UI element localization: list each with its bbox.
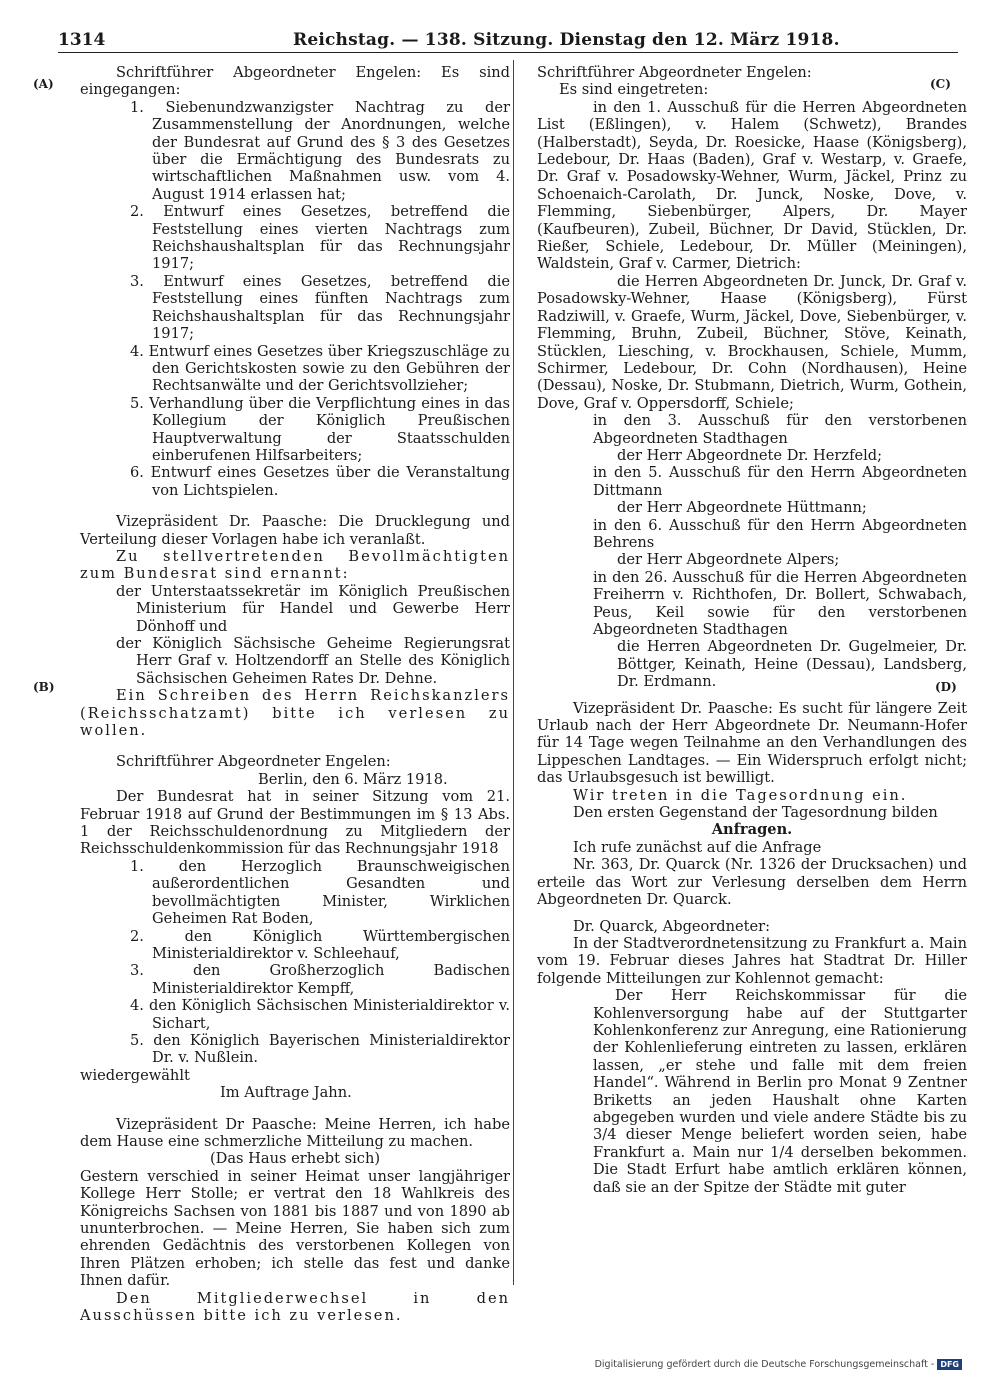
- list-item: 4. den Königlich Sächsischen Ministerialdirektor v. Sichart,: [130, 997, 510, 1032]
- paragraph: Vizepräsident Dr. Paasche: Es sucht für längere Zeit Urlaub nach der Herr Abgeordnete Dr. Neumann-Hofer für 14 Tage wegen Teilnahme an den Verhandlungen des Lippeschen Landtages. — Ein Widerspruch erfolgt nicht; das Urlaubsgesuch ist bewilligt.: [537, 699, 967, 787]
- paragraph: Schriftführer Abgeordneter Engelen:: [116, 753, 391, 771]
- section-heading: Anfragen.: [711, 821, 793, 839]
- paragraph: in den 1. Ausschuß für die Herren Abgeordneten List (Eßlingen), v. Halem (Schwetz), Brandes (Halberstadt), Seyda, Dr. Roesicke, Haase (Königsberg), Ledebour, Dr. Haas (Baden), Graf v. Westarp, v. Graefe, Dr. Graf v. Posadowsky-Wehner, Wurm, Jäckel, Prinz zu Schoenaich-Carolath, Dr. Junck, Noske, Dove, v. Flemming, Siebenbürger, Alpers, Dr. Mayer (Kaufbeuren), Zubeil, Büchner, Dr David, Stücklen, Dr. Rießer, Schiele, Ledebour, Dr. Müller (Meiningen), Waldstein, Graf v. Carmer, Dietrich:: [537, 98, 967, 273]
- dfg-logo: DFG: [937, 1359, 962, 1370]
- margin-mark-a: (A): [33, 77, 54, 91]
- list-item: 1. den Herzoglich Braunschweigischen außerordentlichen Gesandten und bevollmächtigten Minister, Wirklichen Geheimen Rat Boden,: [130, 857, 510, 928]
- right-column: [537, 64, 967, 1196]
- column-divider: [513, 60, 514, 1285]
- footer-credit: [595, 1359, 962, 1370]
- paragraph: die Herren Abgeordneten Dr. Gugelmeier, Dr. Böttger, Keinath, Heine (Dessau), Landsberg, Dr. Erdmann.: [617, 638, 967, 691]
- paragraph: Nr. 363, Dr. Quarck (Nr. 1326 der Drucksachen) und erteile das Wort zur Verlesung derselben dem Herrn Abgeordneten Dr. Quarck.: [537, 856, 967, 909]
- intro-paragraph: Schriftführer Abgeordneter Engelen: Es sind eingegangen:: [80, 64, 510, 99]
- list-item: 1. Siebenundzwanzigster Nachtrag zu der Zusammenstellung der Anordnungen, welche der Bundesrat auf Grund des § 3 des Gesetzes über die Ermächtigung des Bundesrats zu wirtschaftlichen Maßnahmen usw. vom 4. August 1914 erlassen hat;: [130, 98, 510, 203]
- paragraph: Der Bundesrat hat in seiner Sitzung vom 21. Februar 1918 auf Grund der Bestimmungen im § 13 Abs. 1 der Reichsschuldenordnung zu Mitgliedern der Reichsschuldenkommission für das Rechnungsjahr 1918: [80, 788, 510, 858]
- paragraph: Ein Schreiben des Herrn Reichskanzlers (Reichsschatzamt) bitte ich verlesen zu wollen.: [80, 687, 510, 740]
- running-title: Reichstag. — 138. Sitzung. Dienstag den 12. März 1918.: [293, 30, 840, 50]
- left-column: [80, 64, 510, 1324]
- list-item: 5. den Königlich Bayerischen Ministerialdirektor Dr. v. Nußlein.: [130, 1031, 510, 1067]
- paragraph: der Herr Abgeordnete Dr. Herzfeld;: [617, 446, 883, 464]
- list-item: 4. Entwurf eines Gesetzes über Kriegszuschläge zu den Gerichtskosten sowie zu den Gebühren der Rechtsanwälte und der Gerichtsvollzieher;: [130, 342, 510, 395]
- paragraph: In der Stadtverordnetensitzung zu Frankfurt a. Main vom 19. Februar dieses Jahres hat Stadtrat Dr. Hiller folgende Mitteilungen zur Kohlennot gemacht:: [537, 934, 967, 987]
- paragraph: Gestern verschied in seiner Heimat unser langjähriger Kollege Herr Stolle; er vertrat den 18 Wahlkreis des Königreichs Sachsen von 1881 bis 1887 und von 1890 ab ununterbrochen. — Meine Herren, Sie haben sich zum ehrenden Gedächtnis des verstorbenen Kollegen von Ihren Plätzen erhoben; ich stelle das fest und danke Ihnen dafür.: [80, 1167, 510, 1290]
- list-item: 3. den Großherzoglich Badischen Ministerialdirektor Kempff,: [130, 962, 510, 997]
- quoted-paragraph: Der Herr Reichskommissar für die Kohlenversorgung habe auf der Stuttgarter Kohlenkonferenz zur Anregung, eine Rationierung der Kohlenlieferung eintreten zu lassen, erklären lassen, „er stehe und falle mit dem freien Handel“. Während in Berlin pro Monat 9 Zentner Briketts an jeden Haushalt ohne Karten abgegeben wurden und viele andere Städte bis zu 3/4 dieser Menge beliefert worden seien, habe Frankfurt a. Main nur 1/4 derselben bekommen. Die Stadt Erfurt habe amtlich erklären können, daß sie an der Spitze der Städte mit guter: [593, 987, 967, 1196]
- paragraph: Zu stellvertretenden Bevollmächtigten zum Bundesrat sind ernannt:: [80, 547, 510, 583]
- margin-mark-d: (D): [935, 680, 957, 694]
- paragraph: Den Mitgliederwechsel in den Ausschüssen bitte ich zu verlesen.: [80, 1289, 510, 1325]
- margin-mark-b: (B): [33, 680, 55, 694]
- list-item: 2. den Königlich Württembergischen Ministerialdirektor v. Schleehauf,: [130, 927, 510, 962]
- paragraph: in den 5. Ausschuß für den Herrn Abgeordneten Dittmann: [593, 464, 967, 499]
- paragraph: Den ersten Gegenstand der Tagesordnung bilden: [573, 804, 938, 822]
- stage-direction: (Das Haus erhebt sich): [209, 1150, 381, 1168]
- list-item: 5. Verhandlung über die Verpflichtung eines in das Kollegium der Königlich Preußischen Hauptverwaltung der Staatsschulden einberufenen Hilfsarbeiters;: [130, 394, 510, 464]
- paragraph: in den 26. Ausschuß für die Herren Abgeordneten Freiherrn v. Richthofen, Dr. Bollert, Schwabach, Peus, Keil sowie für den verstorbenen Abgeordneten Stadthagen: [593, 568, 967, 638]
- paragraph: in den 6. Ausschuß für den Herrn Abgeordneten Behrens: [593, 516, 967, 551]
- paragraph: der Königlich Sächsische Geheime Regierungsrat Herr Graf v. Holtzendorff an Stelle des Königlich Sächsischen Geheimen Rates Dr. Dehne.: [116, 635, 510, 687]
- paragraph: wiedergewählt: [80, 1066, 190, 1084]
- list-item: 6. Entwurf eines Gesetzes über die Veranstaltung von Lichtspielen.: [130, 464, 510, 499]
- footer-text: Digitalisierung gefördert durch die Deutsche Forschungsgemeinschaft -: [594, 1359, 935, 1370]
- paragraph: der Herr Abgeordnete Alpers;: [617, 551, 840, 569]
- page-header: [58, 28, 958, 53]
- paragraph: Schriftführer Abgeordneter Engelen:: [537, 64, 812, 81]
- signature-line: Im Auftrage Jahn.: [220, 1084, 352, 1102]
- paragraph: Vizepräsident Dr. Paasche: Die Drucklegung und Verteilung dieser Vorlagen habe ich veranlaßt.: [80, 513, 510, 548]
- margin-mark-c: (C): [930, 77, 951, 91]
- paragraph: der Herr Abgeordnete Hüttmann;: [617, 499, 867, 517]
- paragraph: der Unterstaatssekretär im Königlich Preußischen Ministerium für Handel und Gewerbe Herr Dönhoff und: [116, 582, 510, 635]
- paragraph: Ich rufe zunächst auf die Anfrage: [573, 838, 822, 856]
- list-item: 3. Entwurf eines Gesetzes, betreffend die Feststellung eines fünften Nachtrags zum Reichshaushaltsplan für das Rechnungsjahr 1917;: [130, 272, 510, 343]
- paragraph: Vizepräsident Dr Paasche: Meine Herren, ich habe dem Hause eine schmerzliche Mitteilung zu machen.: [80, 1115, 510, 1150]
- page-number: 1314: [58, 30, 106, 50]
- list-item: 2. Entwurf eines Gesetzes, betreffend die Feststellung eines vierten Nachtrags zum Reichshaushaltsplan für das Rechnungsjahr 1917;: [130, 203, 510, 273]
- paragraph: in den 3. Ausschuß für den verstorbenen Abgeordneten Stadthagen: [593, 412, 967, 447]
- paragraph: Wir treten in die Tagesordnung ein.: [573, 786, 908, 804]
- paragraph: Dr. Quarck, Abgeordneter:: [573, 917, 771, 935]
- paragraph: die Herren Abgeordneten Dr. Junck, Dr. Graf v. Posadowsky-Wehner, Haase (Königsberg), Fürst Radziwill, v. Graefe, Wurm, Jäckel, Dove, Siebenbürger, v. Flemming, Bruhn, Zubeil, Büchner, Stöve, Keinath, Stücklen, Liesching, v. Brockhausen, Schiele, Mumm, Schirmer, Ledebour, Dr. Cohn (Nordhausen), Heine (Dessau), Noske, Dr. Stubmann, Dietrich, Wurm, Gothein, Dove, Graf v. Oppersdorff, Schiele;: [537, 272, 967, 412]
- paragraph: Es sind eingetreten:: [559, 81, 709, 99]
- date-line: Berlin, den 6. März 1918.: [258, 770, 448, 788]
